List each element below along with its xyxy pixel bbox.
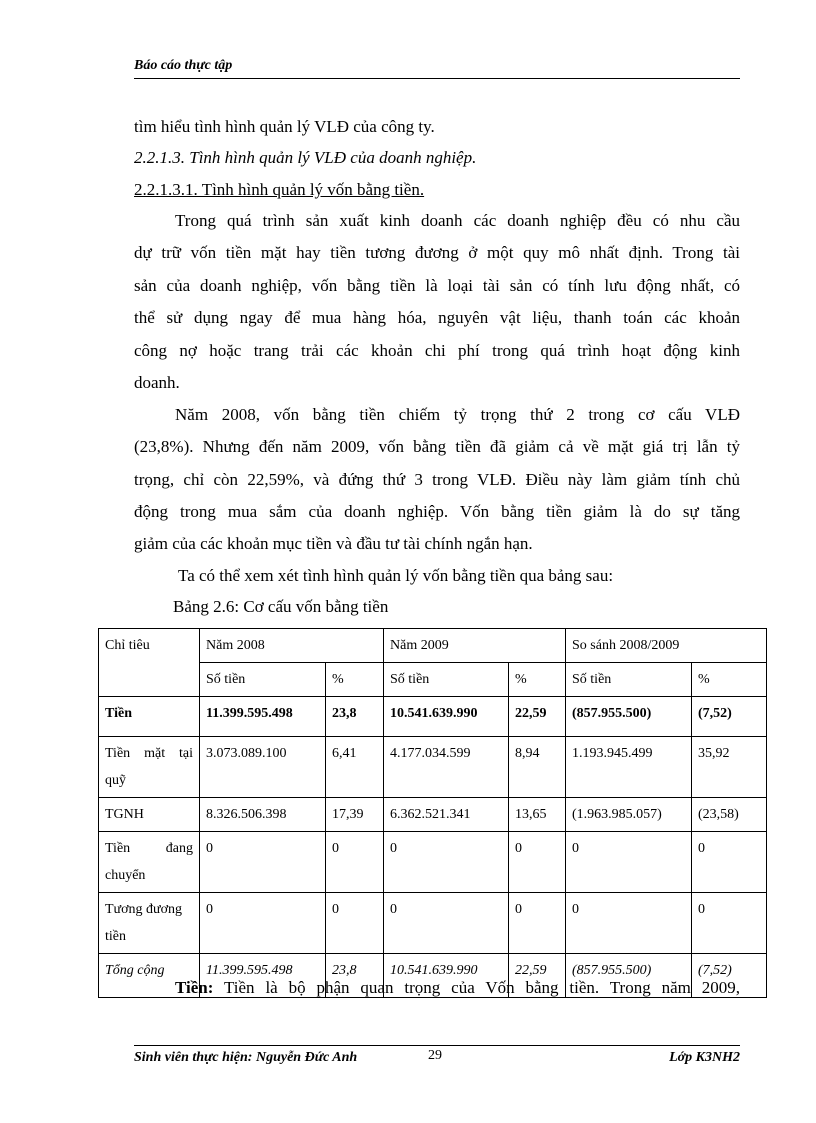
table-cell: 35,92 [692, 737, 767, 798]
header-cell: So sánh 2008/2009 [566, 629, 767, 663]
paragraph-line: trọng, chỉ còn 22,59%, và đứng thứ 3 trong VLĐ. Điều này làm giảm tính chủ [134, 470, 740, 489]
section-heading: 2.2.1.3. Tình hình quản lý VLĐ của doanh nghiệp. [134, 148, 477, 167]
table-cell: 0 [692, 832, 767, 893]
footer-author: Sinh viên thực hiện: Nguyễn Đức Anh [134, 1050, 358, 1065]
header-cell: % [692, 663, 767, 697]
table-row [99, 832, 767, 893]
cash-structure-table [98, 628, 767, 998]
paragraph-line: công nợ hoặc trang trải các khoản chi phí trong quá trình hoạt động kinh [134, 341, 740, 360]
paragraph-line: thể sử dụng ngay để mua hàng hóa, nguyên vật liệu, thanh toán các khoản [134, 308, 740, 327]
table-cell: 6,41 [326, 737, 384, 798]
table-row [99, 798, 767, 832]
header-cell: % [509, 663, 566, 697]
header-cell: Năm 2009 [384, 629, 566, 663]
table-cell: 0 [384, 832, 509, 893]
page-number: 29 [428, 1048, 442, 1063]
table-cell: 0 [384, 893, 509, 954]
table-row [99, 697, 767, 737]
paragraph-text: Tiền là bộ phận quan trọng của Vốn bằng tiền. Trong năm 2009, [213, 978, 740, 997]
footer-class: Lớp K3NH2 [669, 1050, 740, 1065]
header-cell: % [326, 663, 384, 697]
paragraph-line: (23,8%). Nhưng đến năm 2009, vốn bằng tiền đã giảm cả về mặt giá trị lẫn tỷ [134, 437, 740, 456]
table-cell: 0 [692, 893, 767, 954]
header-cell: Số tiền [384, 663, 509, 697]
table-cell: 4.177.034.599 [384, 737, 509, 798]
table-cell: 0 [566, 893, 692, 954]
table-cell: 0 [200, 832, 326, 893]
table-cell: 0 [566, 832, 692, 893]
table-cell: (857.955.500) [566, 697, 692, 737]
table-row [99, 893, 767, 954]
table-cell: 0 [326, 893, 384, 954]
paragraph-line: Trong quá trình sản xuất kinh doanh các doanh nghiệp đều có nhu cầu [175, 211, 740, 230]
table-cell: 13,65 [509, 798, 566, 832]
table-cell: 6.362.521.341 [384, 798, 509, 832]
paragraph-line: động trong mua sắm của doanh nghiệp. Vốn bằng tiền giảm là do sự tăng [134, 502, 740, 521]
page-header [134, 58, 740, 79]
table-cell: 11.399.595.498 [200, 954, 326, 998]
table-subheader-row [99, 663, 767, 697]
table-cell: 23,8 [326, 954, 384, 998]
table-cell: 0 [509, 893, 566, 954]
table-cell: (857.955.500) [566, 954, 692, 998]
table-cell: 0 [326, 832, 384, 893]
table-cell: 10.541.639.990 [384, 954, 509, 998]
header-cell: Số tiền [200, 663, 326, 697]
header-title: Báo cáo thực tập [134, 58, 233, 73]
header-cell: Năm 2008 [200, 629, 384, 663]
paragraph-line: doanh. [134, 373, 180, 392]
table-cell: 22,59 [509, 697, 566, 737]
paragraph-line: giảm của các khoản mục tiền và đầu tư tài chính ngắn hạn. [134, 534, 533, 553]
table-intro: Ta có thể xem xét tình hình quản lý vốn bằng tiền qua bảng sau: [178, 566, 614, 585]
table-cell: (7,52) [692, 697, 767, 737]
paragraph-line: dự trữ vốn tiền mặt hay tiền tương đương ở một quy mô nhất định. Trong tài [134, 243, 740, 262]
row-label: Tiền mặt tại quỹ [99, 737, 200, 798]
table-cell: 1.193.945.499 [566, 737, 692, 798]
row-label: Tiền đang chuyển [99, 832, 200, 893]
text-line: tìm hiểu tình hình quản lý VLĐ của công ty. [134, 117, 435, 136]
table-cell: 11.399.595.498 [200, 697, 326, 737]
row-label: TGNH [99, 798, 200, 832]
subsection-heading: 2.2.1.3.1. Tình hình quản lý vốn bằng tiền. [134, 180, 425, 199]
bold-term: Tiền: [175, 978, 214, 997]
table-caption: Bảng 2.6: Cơ cấu vốn bằng tiền [173, 597, 389, 616]
table-cell: 0 [509, 832, 566, 893]
table-cell: 17,39 [326, 798, 384, 832]
table-header-row [99, 629, 767, 663]
table-cell: (7,52) [692, 954, 767, 998]
table-cell: 23,8 [326, 697, 384, 737]
row-label: Tương đương tiền [99, 893, 200, 954]
table-cell: (23,58) [692, 798, 767, 832]
paragraph-line [175, 978, 740, 998]
table-cell: 22,59 [509, 954, 566, 998]
header-cell: Chỉ tiêu [99, 629, 200, 697]
header-cell: Số tiền [566, 663, 692, 697]
row-label: Tiền [99, 697, 200, 737]
table-cell: (1.963.985.057) [566, 798, 692, 832]
table-row [99, 737, 767, 798]
table-cell: 10.541.639.990 [384, 697, 509, 737]
table-cell: 8,94 [509, 737, 566, 798]
table-cell: 0 [200, 893, 326, 954]
paragraph-line: Năm 2008, vốn bằng tiền chiếm tỷ trọng thứ 2 trong cơ cấu VLĐ [175, 405, 740, 424]
row-label: Tổng cộng [99, 954, 200, 998]
table-cell: 3.073.089.100 [200, 737, 326, 798]
paragraph-line: sản của doanh nghiệp, vốn bằng tiền là loại tài sản có tính lưu động nhất, có [134, 276, 740, 295]
page-footer [134, 1045, 740, 1070]
table-cell: 8.326.506.398 [200, 798, 326, 832]
